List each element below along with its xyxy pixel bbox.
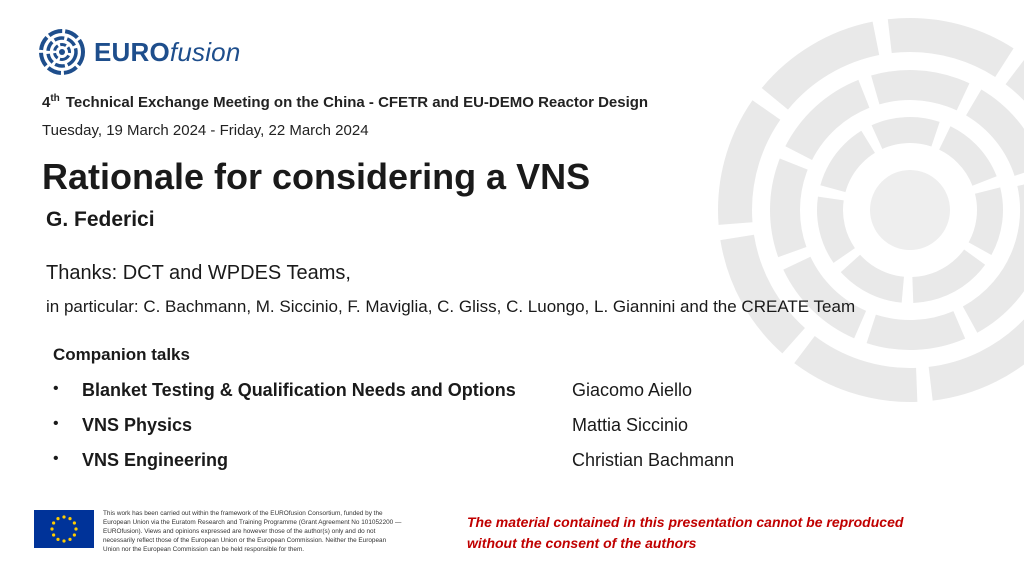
talk-title: Blanket Testing & Qualification Needs and Options: [82, 380, 516, 400]
eu-star-icon: [62, 539, 65, 542]
eu-star-icon: [56, 538, 59, 541]
eurofusion-watermark-icon: [680, 10, 1024, 430]
companion-heading: Companion talks: [53, 345, 190, 364]
eu-star-icon: [52, 521, 55, 524]
presentation-title: Rationale for considering a VNS: [42, 156, 591, 197]
eu-star-icon: [68, 517, 71, 520]
eu-flag-icon: [34, 510, 94, 548]
bullet-icon: •: [53, 415, 59, 432]
talk-item: [53, 450, 773, 474]
eu-star-icon: [62, 515, 65, 518]
talk-item: [53, 380, 773, 404]
notice-line-2: without the consent of the authors: [467, 535, 697, 551]
eurofusion-logo-icon: [38, 28, 86, 76]
talk-speaker: Giacomo Aiello: [572, 380, 693, 400]
logo-euro: EURO: [94, 36, 170, 67]
eu-star-icon: [50, 527, 53, 530]
copyright-notice: [467, 512, 947, 554]
bullet-icon: •: [53, 450, 59, 467]
eu-star-icon: [73, 521, 76, 524]
eurofusion-logo: [38, 28, 241, 76]
meeting-title: [42, 93, 648, 111]
logo-wordmark: [94, 37, 241, 68]
talk-speaker: Mattia Siccinio: [572, 415, 689, 435]
meeting-ordinal-suffix: th: [50, 93, 60, 104]
eu-star-icon: [56, 517, 59, 520]
talk-speaker: Christian Bachmann: [572, 450, 735, 470]
notice-line-1: The material contained in this presentation cannot be reproduced: [467, 514, 904, 530]
meeting-dates: Tuesday, 19 March 2024 - Friday, 22 March 2024: [42, 122, 369, 139]
eu-star-icon: [74, 527, 77, 530]
talk-title: VNS Engineering: [82, 450, 229, 470]
thanks-particular: in particular: C. Bachmann, M. Siccinio, F. Maviglia, C. Gliss, C. Luongo, L. Giannini and the CREATE Team: [46, 297, 856, 316]
funding-disclaimer: This work has been carried out within the framework of the EUROfusion Consortium, funded by the European Union via the Euratom Research and Training Programme (Grant Agreement No 101052200 — EUROfusion). Views and opinions expressed are however those of the author(s) only and do not necessarily reflect those of the European Union or the European Commission. Neither the European Union nor the European Commission can be held responsible for them.: [103, 510, 402, 553]
eu-star-icon: [52, 533, 55, 536]
meeting-ordinal-number: 4: [42, 94, 51, 111]
eu-star-icon: [68, 538, 71, 541]
logo-fusion: fusion: [169, 36, 241, 67]
talk-title: VNS Physics: [82, 415, 193, 435]
thanks-line: Thanks: DCT and WPDES Teams,: [46, 262, 351, 284]
presentation-author: G. Federici: [46, 208, 155, 231]
eu-star-icon: [73, 533, 76, 536]
meeting-title-text: Technical Exchange Meeting on the China - CFETR and EU-DEMO Reactor Design: [65, 94, 649, 111]
talk-item: [53, 415, 773, 439]
bullet-icon: •: [53, 380, 59, 397]
